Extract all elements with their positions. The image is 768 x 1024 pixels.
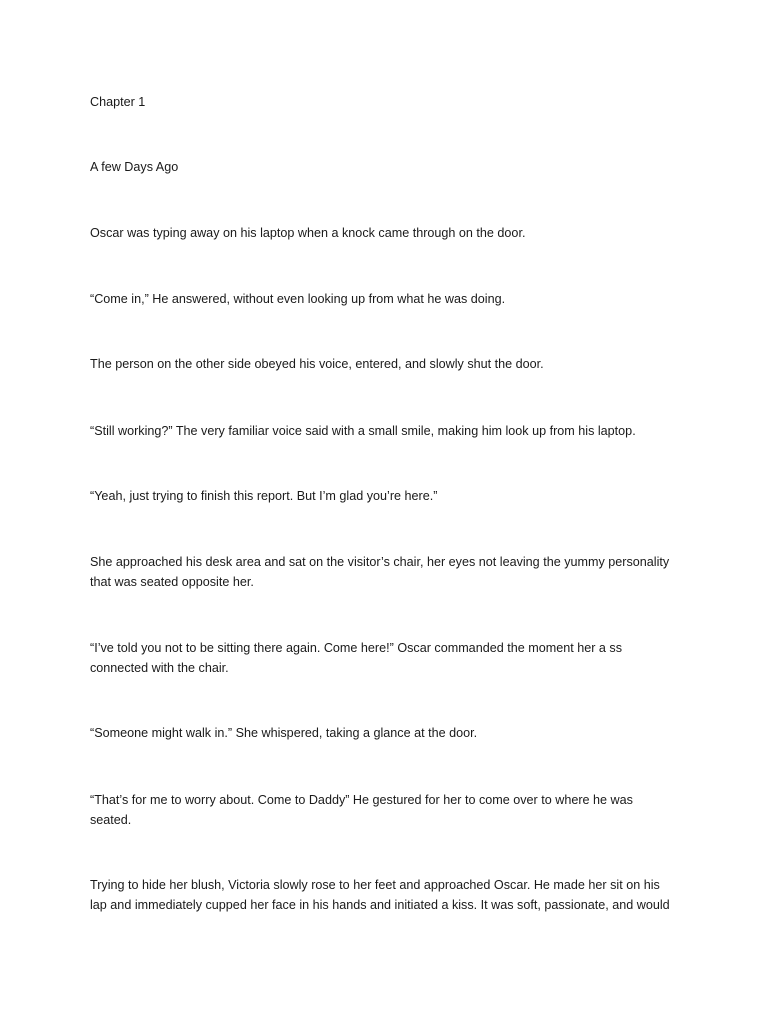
paragraph-5: “Yeah, just trying to finish this report. But I’m glad you’re here.” bbox=[90, 489, 438, 503]
paragraph-1: Oscar was typing away on his laptop when a knock came through on the door. bbox=[90, 226, 526, 240]
paragraph-4: “Still working?” The very familiar voice said with a small smile, making him look up from his laptop. bbox=[90, 424, 636, 438]
paragraph-6: She approached his desk area and sat on the visitor’s chair, her eyes not leaving the yummy personality that was seated opposite her. bbox=[90, 555, 670, 589]
paragraph-8: “Someone might walk in.” She whispered, taking a glance at the door. bbox=[90, 726, 478, 740]
paragraph-2: “Come in,” He answered, without even looking up from what he was doing. bbox=[90, 292, 506, 306]
chapter-subheading: A few Days Ago bbox=[90, 160, 179, 174]
paragraph-7: “I’ve told you not to be sitting there again. Come here!” Oscar commanded the moment her a ss connected with the chair. bbox=[90, 641, 622, 675]
chapter-heading: Chapter 1 bbox=[90, 95, 146, 109]
paragraph-9: “That’s for me to worry about. Come to Daddy” He gestured for her to come over to where he was seated. bbox=[90, 793, 633, 827]
paragraph-3: The person on the other side obeyed his voice, entered, and slowly shut the door. bbox=[90, 357, 544, 371]
paragraph-10: Trying to hide her blush, Victoria slowly rose to her feet and approached Oscar. He made her sit on his lap and immediately cupped her face in his hands and initiated a kiss. It was soft, passionate, and would bbox=[90, 878, 670, 912]
